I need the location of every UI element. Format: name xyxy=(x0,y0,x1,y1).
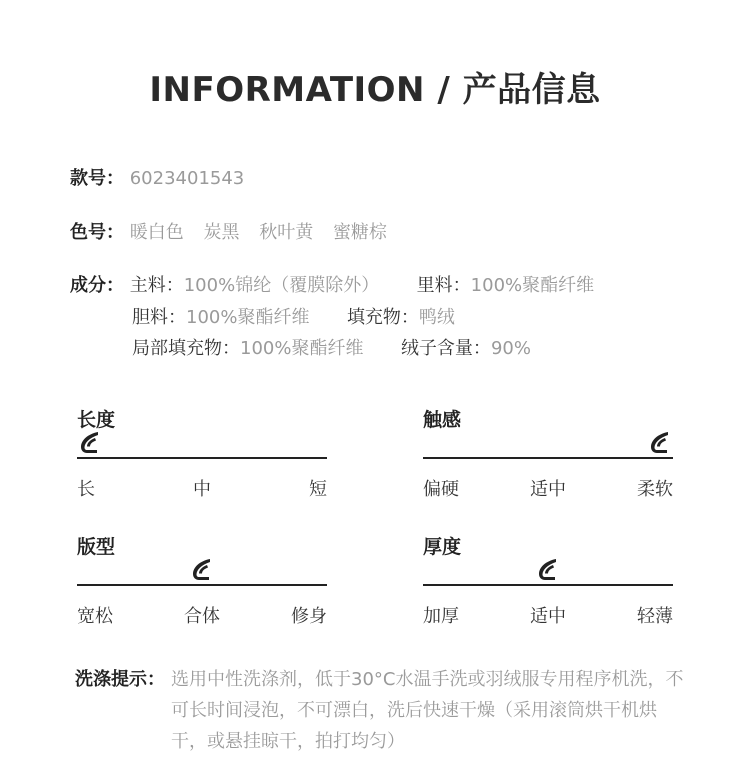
color-item: 蜜糖棕 xyxy=(332,222,387,243)
scale-label-high: 柔软 xyxy=(637,479,673,500)
scale-title: 触感 xyxy=(423,409,462,431)
scale-label-mid: 中 xyxy=(193,479,211,500)
main-material-value: 100%锦纶（覆膜除外） xyxy=(183,275,380,296)
lining-key: 里料： xyxy=(416,275,471,296)
color-item: 炭黑 xyxy=(203,222,240,243)
filling-value: 鸭绒 xyxy=(418,307,455,328)
style-number-label: 款号： xyxy=(70,168,124,189)
style-number-row xyxy=(70,167,244,191)
scale-line xyxy=(77,584,327,586)
scale-label-low: 长 xyxy=(77,479,95,500)
composition-row-1 xyxy=(70,274,594,298)
scale-label-low: 偏硬 xyxy=(423,479,459,500)
scale-label-mid: 适中 xyxy=(530,479,566,500)
local-filling-key: 局部填充物： xyxy=(132,338,240,359)
leaf-marker-icon xyxy=(535,556,561,584)
wash-label: 洗涤提示： xyxy=(75,669,165,690)
scale-line xyxy=(77,457,327,459)
filling-key: 填充物： xyxy=(346,307,419,328)
color-item: 暖白色 xyxy=(129,222,184,243)
main-material-key: 主料： xyxy=(129,275,184,296)
scale-label-low: 加厚 xyxy=(423,606,459,627)
color-item: 秋叶黄 xyxy=(259,222,314,243)
scale-label-mid: 适中 xyxy=(530,606,566,627)
down-content-key: 绒子含量： xyxy=(400,338,491,359)
leaf-marker-icon xyxy=(77,429,103,457)
composition-row-3 xyxy=(132,337,531,361)
leaf-marker-icon xyxy=(647,429,673,457)
scale-line xyxy=(423,584,673,586)
wash-text: 选用中性洗涤剂，低于30°C水温手洗或羽绒服专用程序机洗，不可长时间浸泡，不可漂白，洗后快速干燥（采用滚筒烘干机烘干，或悬挂晾干，拍打均匀） xyxy=(171,669,684,752)
scale-line xyxy=(423,457,673,459)
scale-label-mid: 合体 xyxy=(184,606,220,627)
composition-row-2 xyxy=(132,306,455,330)
down-content-value: 90% xyxy=(490,338,531,359)
page-title: INFORMATION / 产品信息 xyxy=(149,70,601,110)
color-row xyxy=(70,221,387,245)
inner-material-value: 100%聚酯纤维 xyxy=(186,307,310,328)
leaf-marker-icon xyxy=(189,556,215,584)
lining-value: 100%聚酯纤维 xyxy=(470,275,595,296)
style-number-value: 6023401543 xyxy=(129,168,245,189)
composition-label: 成分： xyxy=(70,275,124,296)
inner-material-key: 胆料： xyxy=(132,307,186,328)
scale-label-high: 短 xyxy=(309,479,327,500)
scale-title: 长度 xyxy=(77,409,116,431)
scale-title: 厚度 xyxy=(423,536,462,558)
scale-title: 版型 xyxy=(77,536,116,558)
scale-label-low: 宽松 xyxy=(77,606,113,627)
scale-label-high: 轻薄 xyxy=(637,606,673,627)
color-label: 色号： xyxy=(70,222,124,243)
scale-label-high: 修身 xyxy=(291,606,327,627)
local-filling-value: 100%聚酯纤维 xyxy=(240,338,364,359)
color-values xyxy=(130,222,387,243)
